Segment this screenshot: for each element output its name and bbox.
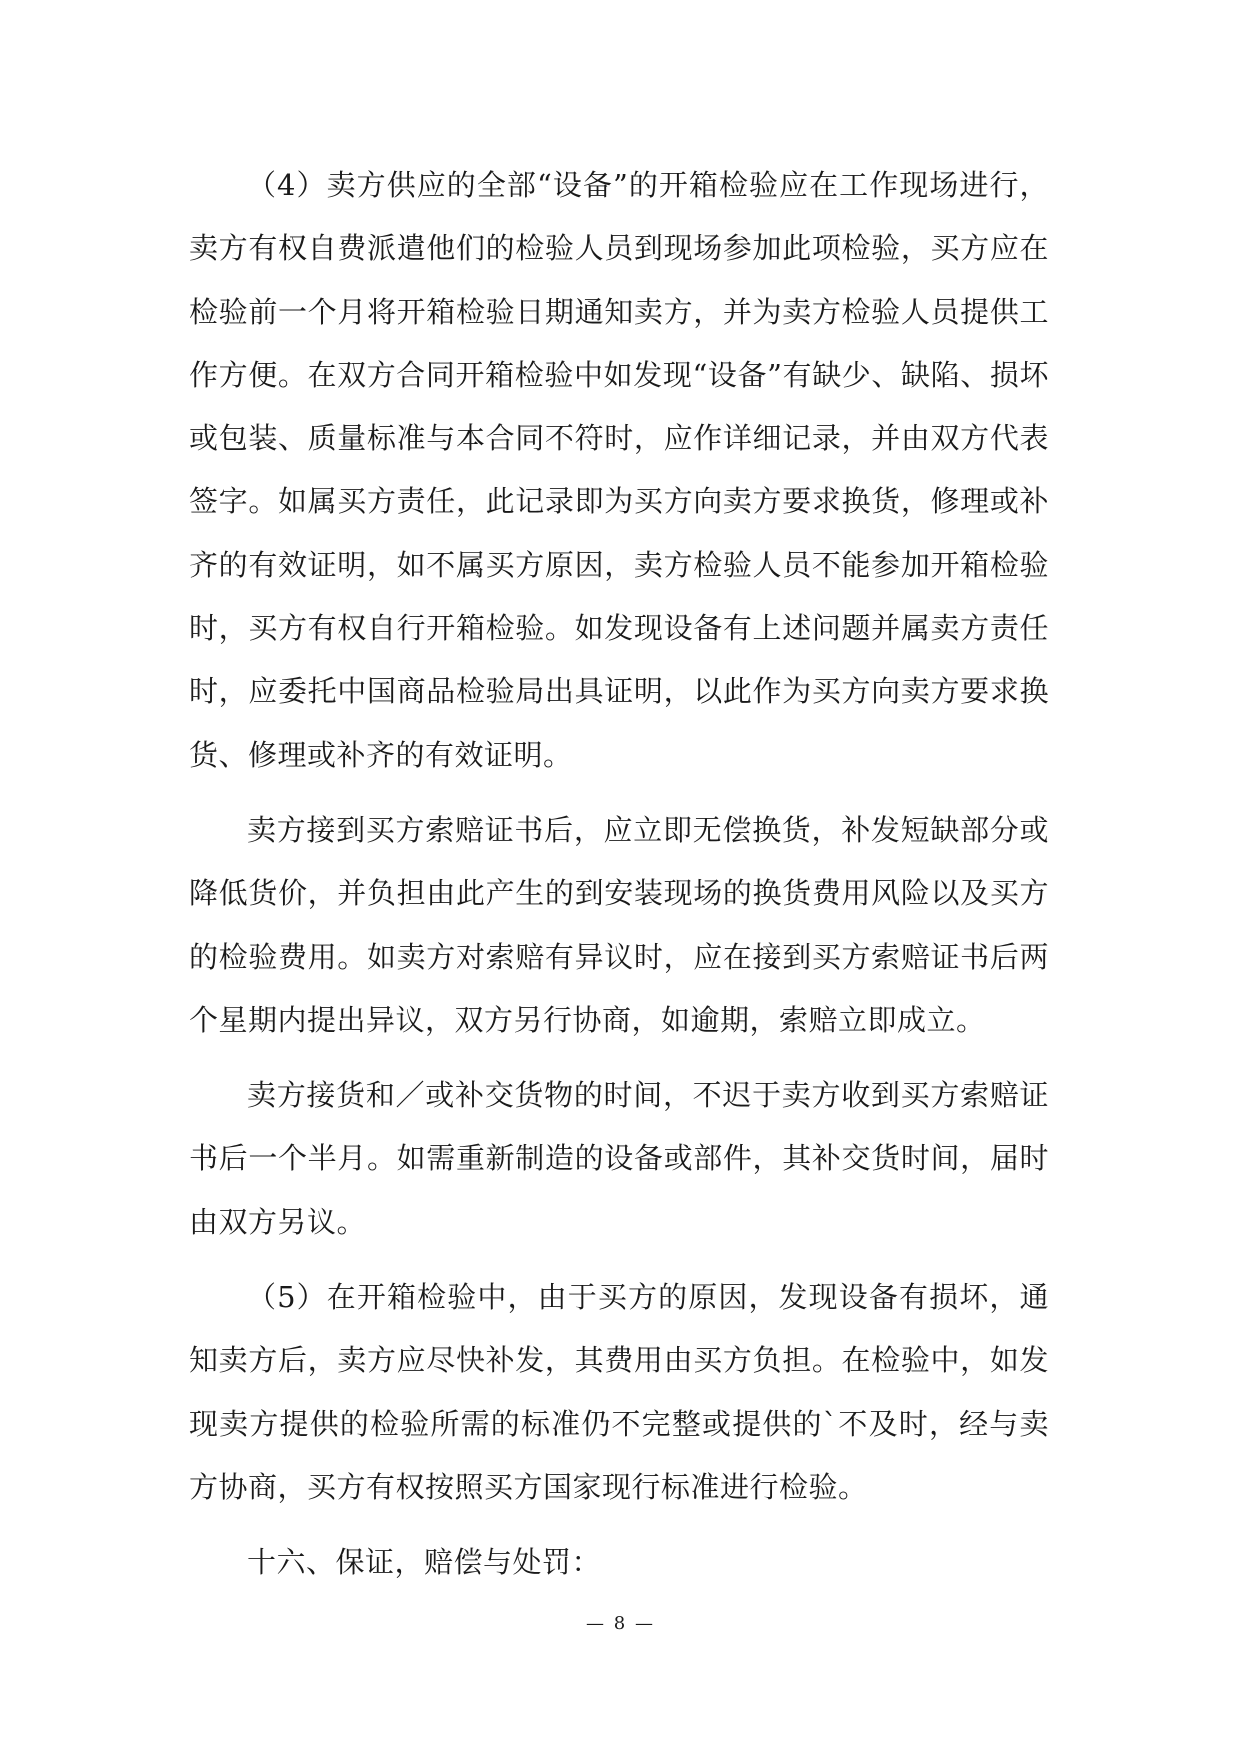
- page-number: — 8 —: [586, 1613, 655, 1634]
- paragraph-unpacking-inspection: （4）卖方供应的全部“设备”的开箱检验应在工作现场进行，卖方有权自费派遣他们的检验人员到现场参加此项检验，买方应在检验前一个月将开箱检验日期通知卖方，并为卖方检验人员提供工作方便。在双方合同开箱检验中如发现“设备”有缺少、缺陷、损坏或包装、质量标准与本合同不符时，应作详细记录，并由双方代表签字。如属买方责任，此记录即为买方向卖方要求换货，修理或补齐的有效证明，如不属买方原因，卖方检验人员不能参加开箱检验时，买方有权自行开箱检验。如发现设备有上述问题并属卖方责任时，应委托中国商品检验局出具证明，以此作为买方向卖方要求换货、修理或补齐的有效证明。: [189, 168, 1049, 772]
- paragraph-replacement-delivery: 卖方接货和／或补交货物的时间，不迟于卖方收到买方索赔证书后一个半月。如需重新制造的设备或部件，其补交货时间，届时由双方另议。: [189, 1078, 1049, 1239]
- paragraph-inspection-damage: （5）在开箱检验中，由于买方的原因，发现设备有损坏，通知卖方后，卖方应尽快补发，其费用由买方负担。在检验中，如发现卖方提供的检验所需的标准仍不完整或提供的`不及时，经与卖方协商，买方有权按照买方国家现行标准进行检验。: [189, 1280, 1049, 1504]
- section-heading-warranty: 十六、保证，赔偿与处罚：: [247, 1545, 602, 1580]
- document-body: [189, 154, 1049, 1595]
- paragraph-claim-compensation: 卖方接到买方索赔证书后，应立即无偿换货，补发短缺部分或降低货价，并负担由此产生的到安装现场的换货费用风险以及买方的检验费用。如卖方对索赔有异议时，应在接到买方索赔证书后两个星期内提出异议，双方另行协商，如逾期，索赔立即成立。: [189, 812, 1049, 1037]
